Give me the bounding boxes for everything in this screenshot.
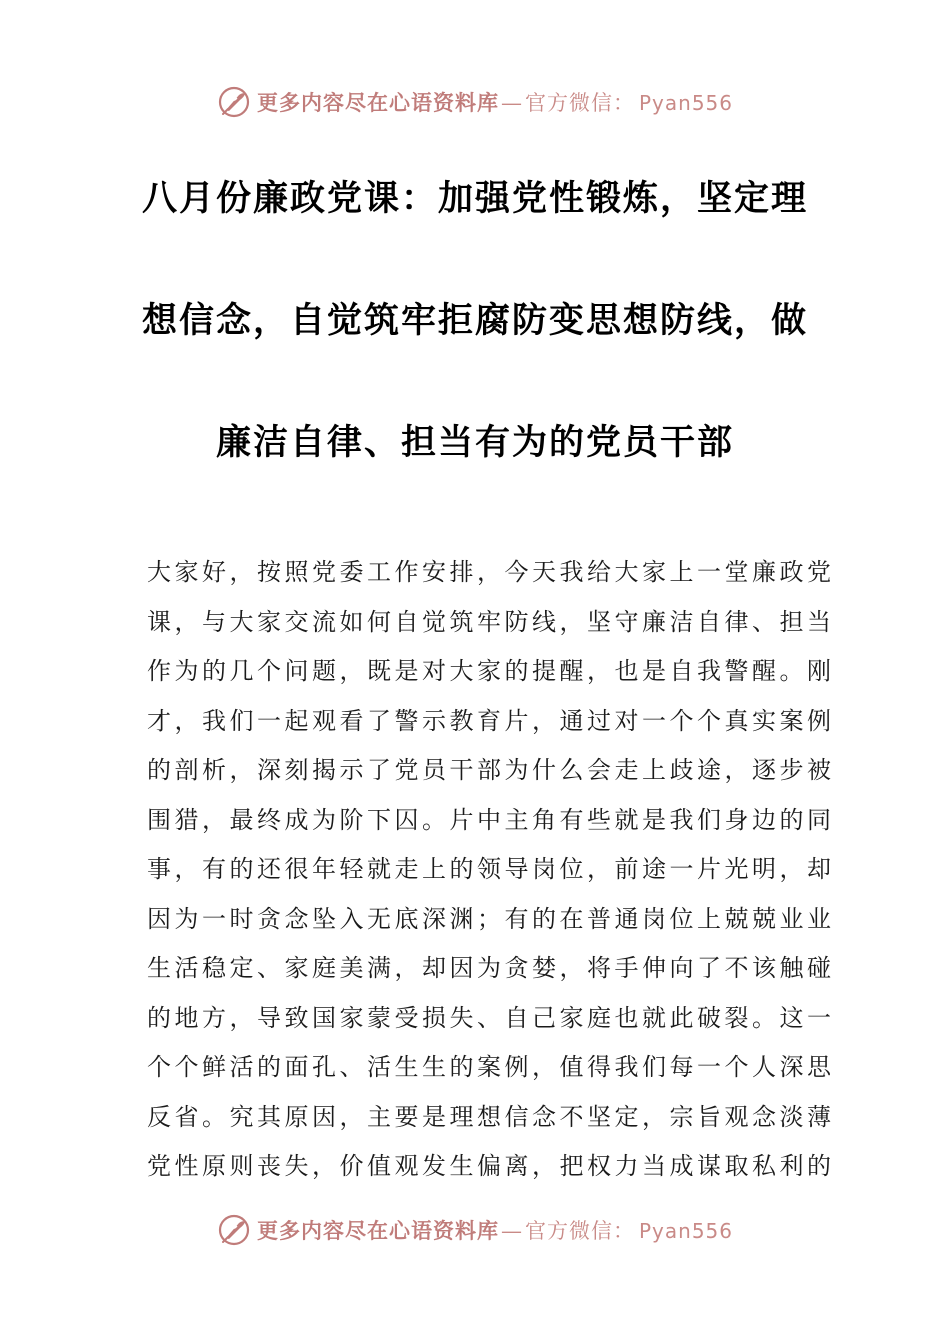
banner-wechat-id: Pyan556 <box>638 91 733 115</box>
title-line: 廉洁自律、担当有为的党员干部 <box>215 423 734 463</box>
banner-wechat-label: 官方微信： <box>524 1219 635 1243</box>
title-line: 八月份廉政党课：加强党性锻炼，坚定理 <box>141 179 808 219</box>
banner-prefix: 更多内容尽在心语资料库 <box>256 90 499 115</box>
body-line: 因为一时贪念坠入无底深渊；有的在普通岗位上兢兢业业 <box>147 904 835 933</box>
quill-pen-icon <box>217 85 251 119</box>
body-line: 党性原则丧失，价值观发生偏离，把权力当成谋取私利的 <box>147 1152 835 1180</box>
banner-text <box>257 1215 733 1245</box>
body-line: 课，与大家交流如何自觉筑牢防线，坚守廉洁自律、担当 <box>147 607 835 636</box>
body-line: 事，有的还很年轻就走上的领导岗位，前途一片光明，却 <box>147 855 835 883</box>
document-title <box>140 160 810 526</box>
footer-banner <box>0 1210 950 1250</box>
banner-text <box>257 87 733 117</box>
banner-wechat-id: Pyan556 <box>638 1219 733 1243</box>
banner-prefix: 更多内容尽在心语资料库 <box>256 1218 499 1243</box>
body-line: 才，我们一起观看了警示教育片，通过对一个个真实案例 <box>147 706 835 735</box>
banner-wechat-label: 官方微信： <box>524 91 635 115</box>
body-line: 生活稳定、家庭美满，却因为贪婪，将手伸向了不该触碰 <box>147 954 835 982</box>
body-line: 大家好，按照党委工作安排，今天我给大家上一堂廉政党 <box>147 558 835 586</box>
quill-pen-icon <box>217 1213 251 1247</box>
banner-separator: — <box>500 1219 523 1243</box>
body-line: 围猎，最终成为阶下囚。片中主角有些就是我们身边的同 <box>147 805 835 834</box>
body-line: 个个鲜活的面孔、活生生的案例，值得我们每一个人深思 <box>147 1053 835 1081</box>
body-line: 的地方，导致国家蒙受损失、自己家庭也就此破裂。这一 <box>147 1003 835 1032</box>
title-line: 想信念，自觉筑牢拒腐防变思想防线，做 <box>141 301 808 341</box>
body-paragraph <box>147 548 835 1192</box>
banner-separator: — <box>500 91 523 115</box>
body-line: 反省。究其原因，主要是理想信念不坚定，宗旨观念淡薄 <box>147 1102 835 1131</box>
header-banner <box>0 82 950 122</box>
body-line: 作为的几个问题，既是对大家的提醒，也是自我警醒。刚 <box>147 657 835 685</box>
body-line: 的剖析，深刻揭示了党员干部为什么会走上歧途，逐步被 <box>147 756 835 784</box>
